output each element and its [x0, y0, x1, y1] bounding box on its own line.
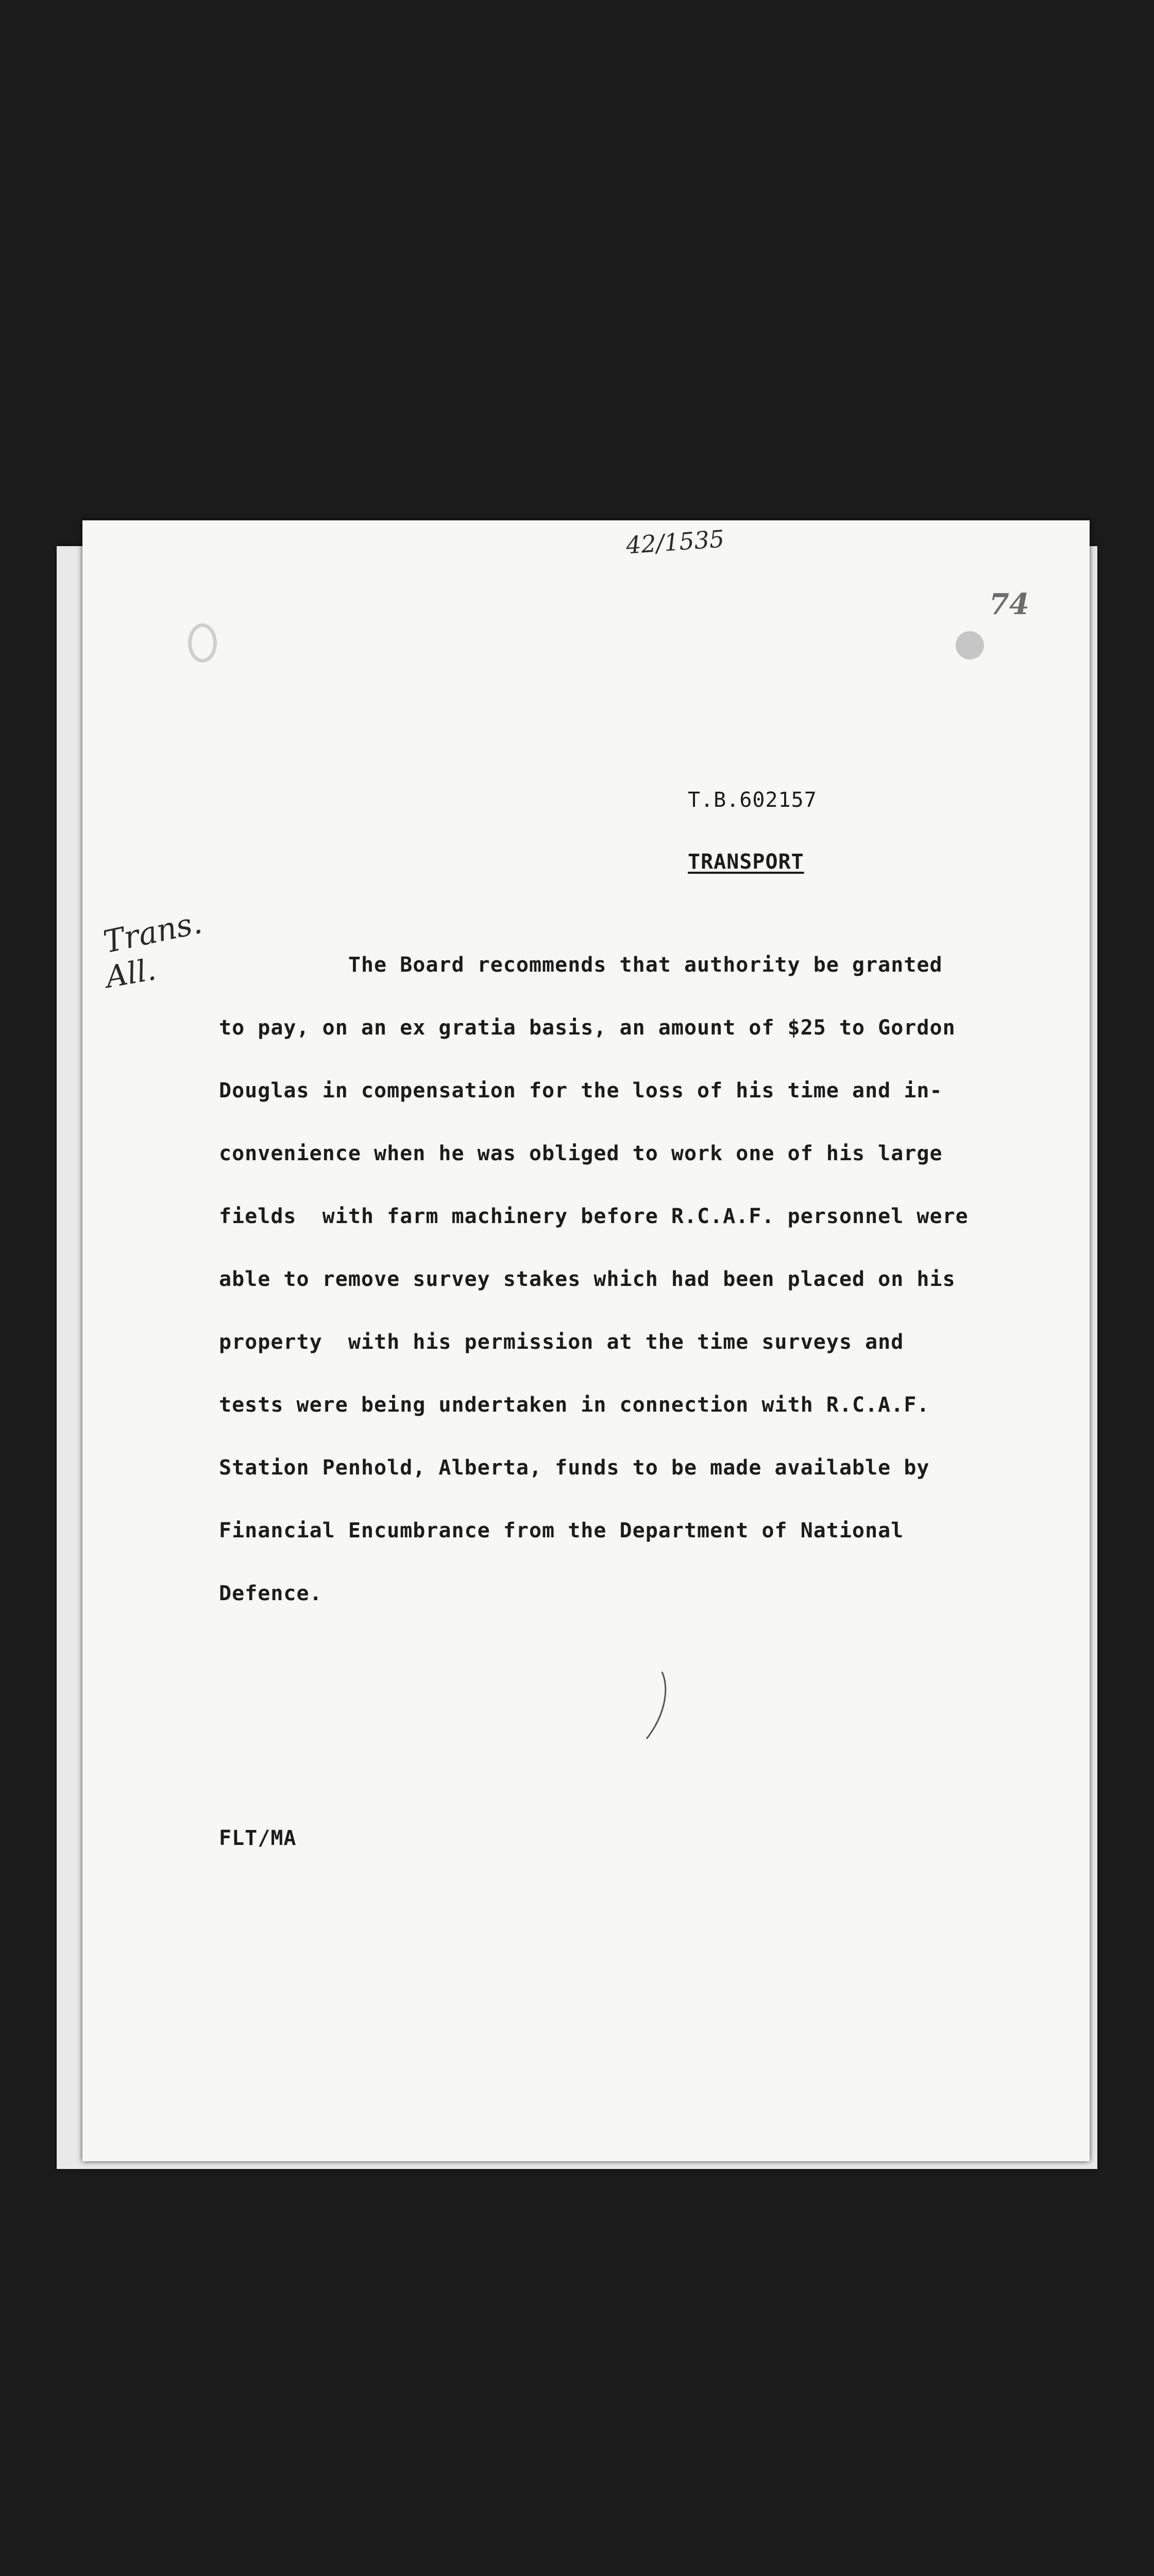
margin-note: All. — [103, 952, 159, 995]
body-line: The Board recommends that authority be granted — [219, 953, 943, 977]
handwritten-folio-number: 74 — [989, 587, 1029, 621]
body-line: Station Penhold, Alberta, funds to be made available by — [219, 1456, 930, 1480]
punch-hole-mark — [188, 623, 217, 663]
body-line: tests were being undertaken in connection with R.C.A.F. — [219, 1393, 930, 1417]
document-page — [82, 520, 1090, 2161]
body-line: Defence. — [219, 1582, 323, 1605]
section-heading: TRANSPORT — [688, 850, 804, 874]
margin-note: Trans. — [100, 904, 206, 961]
stain-dot — [956, 631, 984, 659]
body-line: to pay, on an ex gratia basis, an amount of $25 to Gordon — [219, 1016, 956, 1040]
body-line: property with his permission at the time surveys and — [219, 1330, 904, 1354]
body-line: able to remove survey stakes which had been placed on his — [219, 1267, 956, 1291]
handwritten-archive-number: 42/1535 — [625, 524, 725, 560]
pencil-stroke-mark — [641, 1669, 672, 1741]
typist-initials: FLT/MA — [219, 1826, 297, 1850]
body-line: Douglas in compensation for the loss of his time and in- — [219, 1079, 943, 1103]
file-reference: T.B.602157 — [688, 788, 817, 812]
body-line: Financial Encumbrance from the Department of National — [219, 1519, 904, 1543]
body-line: fields with farm machinery before R.C.A.F. personnel were — [219, 1205, 969, 1228]
body-line: convenience when he was obliged to work one of his large — [219, 1142, 943, 1165]
